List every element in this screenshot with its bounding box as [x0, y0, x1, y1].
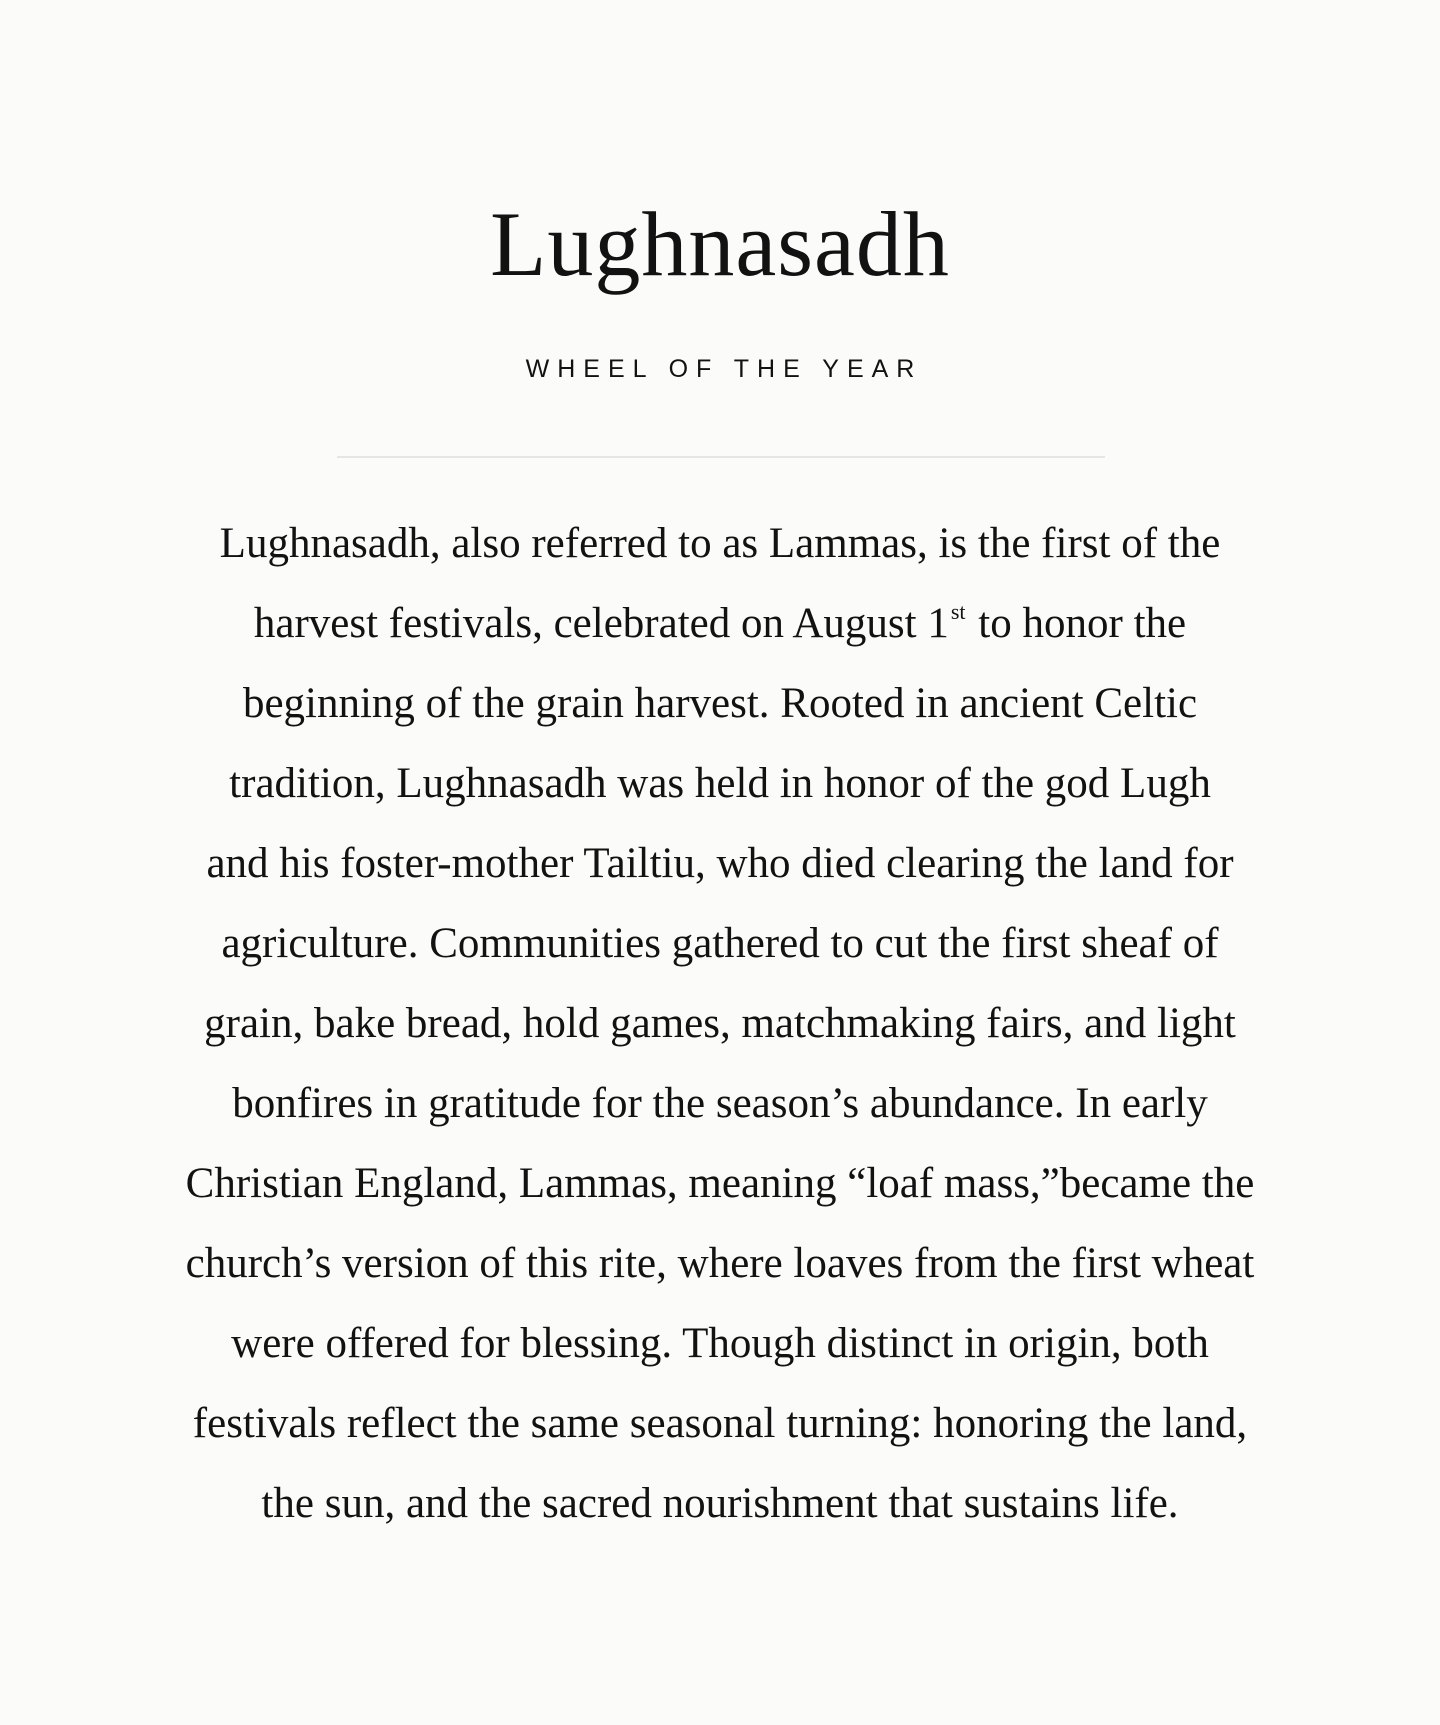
body-paragraph: [140, 504, 1300, 1544]
body-line: tradition, Lughnasadh was held in honor of the god Lugh: [229, 760, 1211, 807]
page-subtitle: WHEEL OF THE YEAR: [525, 355, 923, 383]
body-line-text: harvest festivals, celebrated on August 1: [253, 600, 949, 647]
body-line: bonfires in gratitude for the season’s abundance. In early: [232, 1080, 1208, 1127]
body-line: and his foster-mother Tailtiu, who died clearing the land for: [206, 840, 1234, 887]
body-line: were offered for blessing. Though distinct in origin, both: [231, 1320, 1209, 1367]
page-title: Lughnasadh: [490, 193, 950, 295]
body-line: agriculture. Communities gathered to cut the first sheaf of: [221, 920, 1219, 967]
ordinal-suffix: st: [950, 599, 966, 624]
divider: [337, 456, 1105, 458]
body-line: the sun, and the sacred nourishment that sustains life.: [261, 1480, 1179, 1527]
body-line: grain, bake bread, hold games, matchmaking fairs, and light: [204, 1000, 1236, 1047]
body-line: Lughnasadh, also referred to as Lammas, is the first of the: [219, 520, 1221, 567]
body-line: festivals reflect the same seasonal turning: honoring the land,: [192, 1400, 1248, 1447]
body-line-text: to honor the: [967, 600, 1187, 647]
body-line: [140, 584, 1300, 664]
body-line: Christian England, Lammas, meaning “loaf mass,”became the: [185, 1160, 1255, 1207]
body-line: beginning of the grain harvest. Rooted in ancient Celtic: [242, 680, 1198, 727]
body-line: church’s version of this rite, where loaves from the first wheat: [185, 1240, 1255, 1287]
